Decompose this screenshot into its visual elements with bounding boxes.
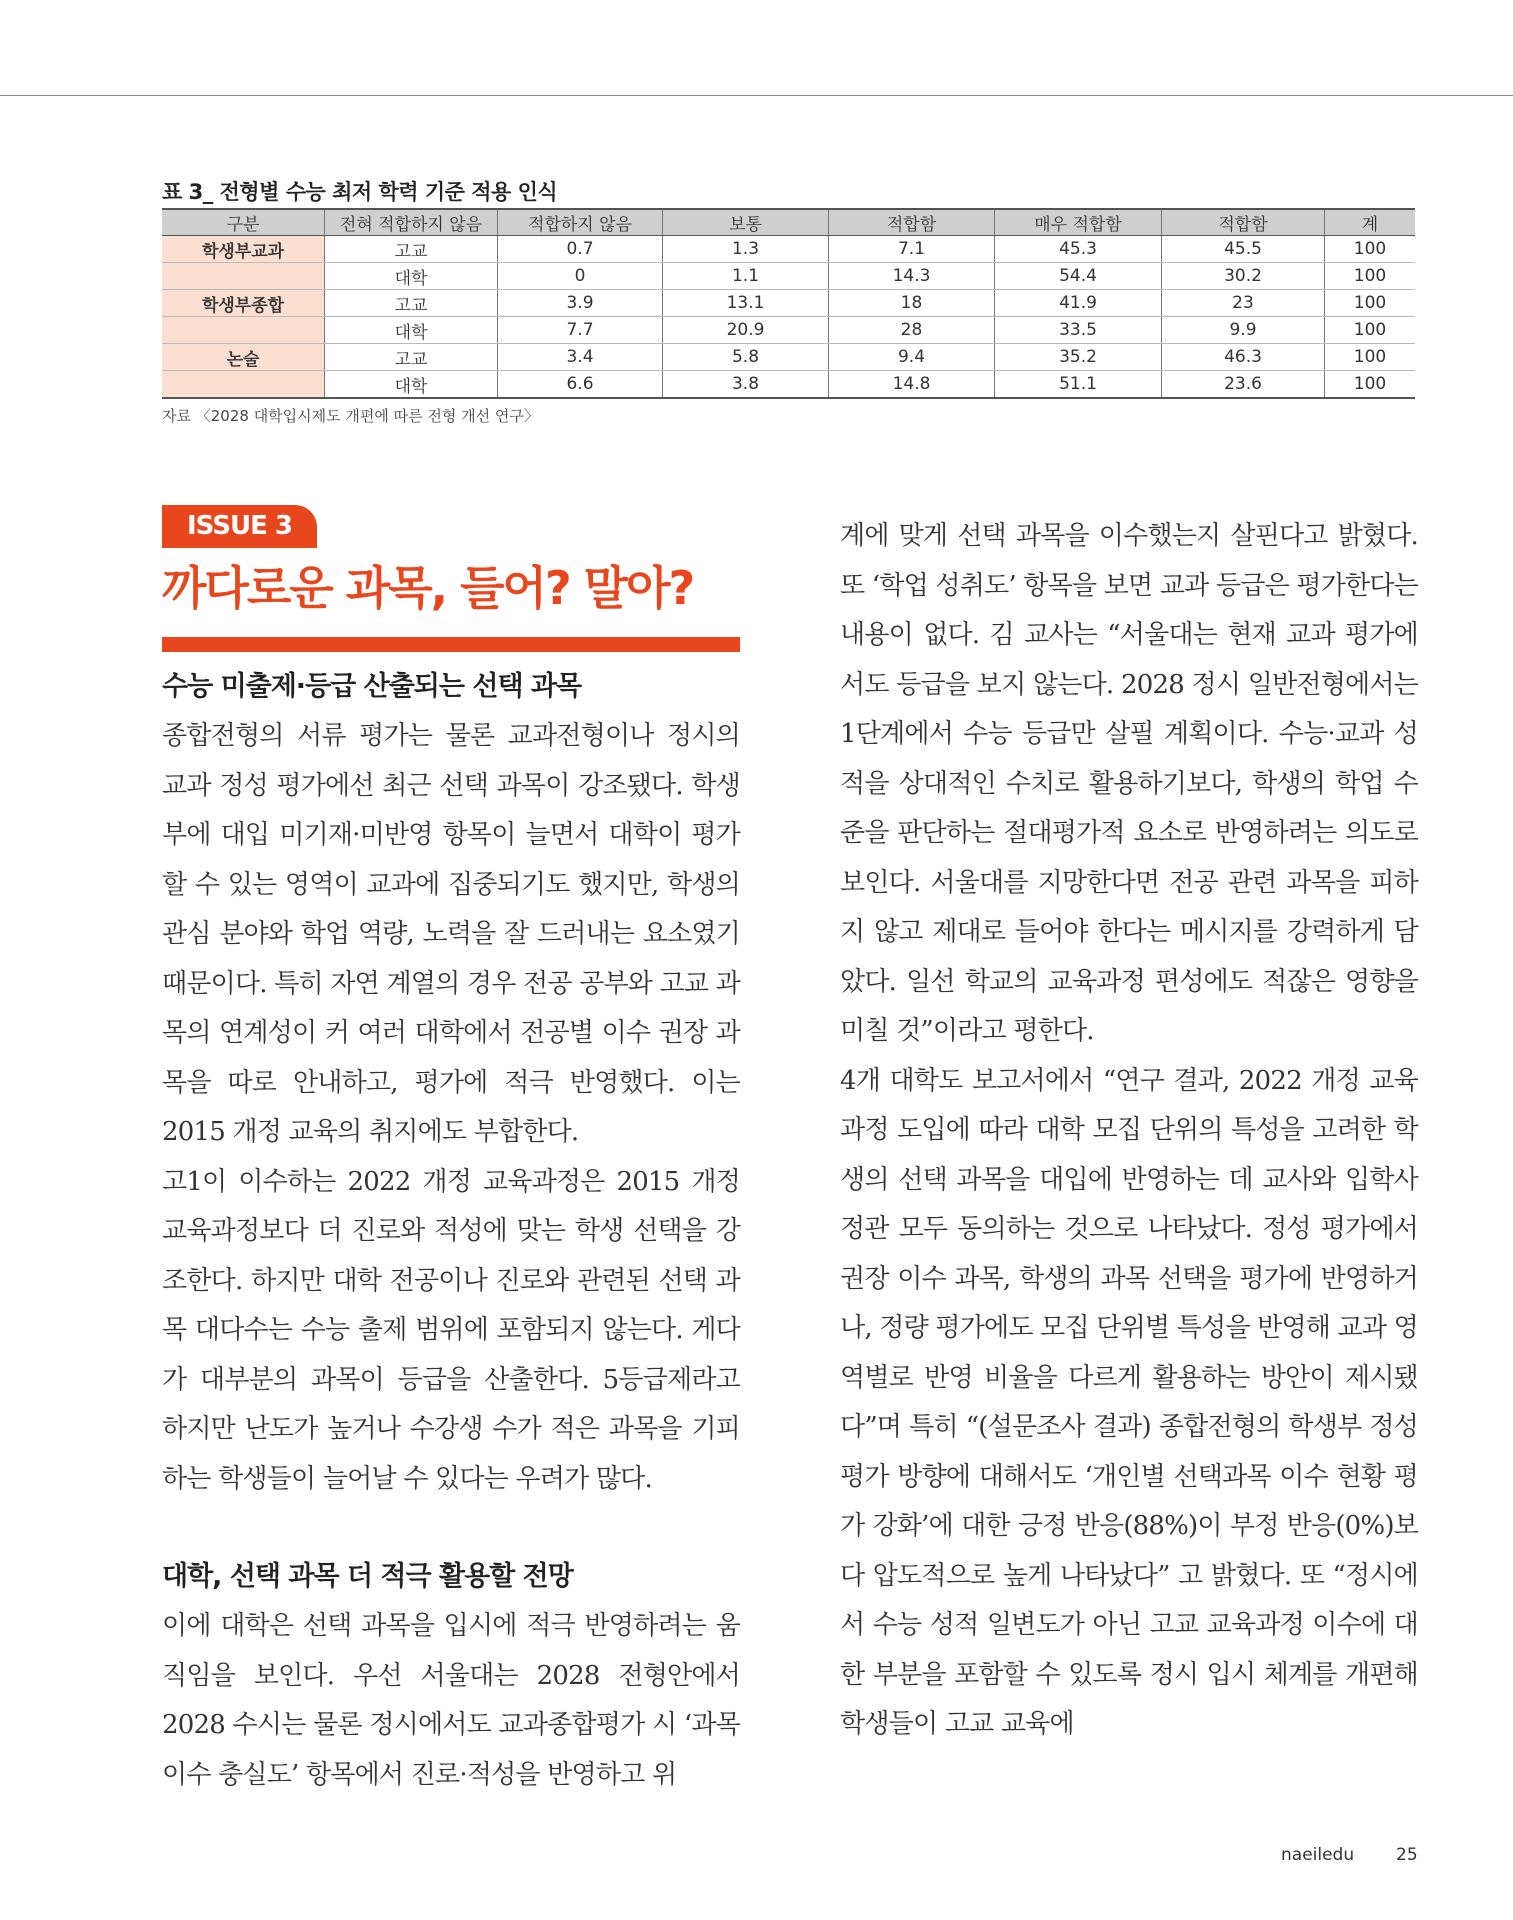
article-paragraph: 이에 대학은 선택 과목을 입시에 적극 반영하려는 움직임을 보인다. 우선 서울대는 2028 전형안에서 2028 수시는 물론 정시에서도 교과종합평가 시 ‘과목 이수 충실도’ 항목에서 진로·적성을 반영하고 위 [162, 1611, 740, 1790]
table-cell: 13.1 [663, 290, 829, 317]
article-column-right [840, 512, 1418, 1750]
table-cell: 23.6 [1162, 371, 1325, 399]
data-table [162, 208, 1415, 399]
table-cell: 35.2 [995, 344, 1162, 371]
table-cell: 7.1 [829, 236, 995, 263]
table-cell: 100 [1325, 344, 1416, 371]
section-heading: 수능 미출제·등급 산출되는 선택 과목 [162, 671, 582, 702]
footer-brand: naeiledu [1281, 1845, 1355, 1865]
table-cell: 23 [1162, 290, 1325, 317]
table-cell: 9.4 [829, 344, 995, 371]
table-cell: 고교 [325, 236, 498, 263]
table-cell: 3.4 [498, 344, 663, 371]
table-cell: 100 [1325, 290, 1416, 317]
table-header-cell: 계 [1325, 209, 1416, 236]
table-source: 자료 〈2028 대학입시제도 개편에 따른 전형 개선 연구〉 [162, 407, 539, 425]
article-column-left [162, 662, 740, 1800]
table-cell: 0.7 [498, 236, 663, 263]
table-row [162, 236, 1415, 263]
table-cell: 대학 [325, 263, 498, 290]
page-number: 25 [1396, 1845, 1418, 1865]
table-cell: 33.5 [995, 317, 1162, 344]
table-header-cell: 적합하지 않음 [498, 209, 663, 236]
table-row [162, 371, 1415, 399]
table-header-cell: 보통 [663, 209, 829, 236]
table-group-cell [162, 317, 325, 344]
table-cell: 5.8 [663, 344, 829, 371]
table-cell: 대학 [325, 317, 498, 344]
table-cell: 18 [829, 290, 995, 317]
issue-badge: ISSUE 3 [162, 505, 317, 548]
article-paragraph: 종합전형의 서류 평가는 물론 교과전형이나 정시의 교과 정성 평가에선 최근 선택 과목이 강조됐다. 학생부에 대입 미기재·미반영 항목이 늘면서 대학이 평가할 수 있는 영역이 교과에 집중되기도 했지만, 학생의 관심 분야와 학업 역량, 노력을 잘 드러내는 요소였기 때문이다. 특히 자연 계열의 경우 전공 공부와 고교 과목의 연계성이 커 여러 대학에서 전공별 이수 권장 과목을 따로 안내하고, 평가에 적극 반영했다. 이는 2015 개정 교육의 취지에도 부합한다. [162, 721, 740, 1147]
table-cell: 1.3 [663, 236, 829, 263]
table-row [162, 263, 1415, 290]
table-cell: 14.3 [829, 263, 995, 290]
table-cell: 3.8 [663, 371, 829, 399]
table-row [162, 290, 1415, 317]
article-paragraph: 4개 대학도 보고서에서 “연구 결과, 2022 개정 교육과정 도입에 따라 대학 모집 단위의 특성을 고려한 학생의 선택 과목을 대입에 반영하는 데 교사와 입학사정관 모두 동의하는 것으로 나타났다. 정성 평가에서 권장 이수 과목, 학생의 과목 선택을 평가에 반영하거나, 정량 평가에도 모집 단위별 특성을 반영해 교과 영역별로 반영 비율을 다르게 활용하는 방안이 제시됐다”며 특히 “(설문조사 결과) 종합전형의 학생부 정성 평가 방향에 대해서도 ‘개인별 선택과목 이수 현황 평가 강화’에 대한 긍정 반응(88%)이 부정 반응(0%)보다 압도적으로 높게 나타났다” 고 밝혔다. 또 “정시에서 수능 성적 일변도가 아닌 고교 교육과정 이수에 대한 부분을 포함할 수 있도록 정시 입시 체계를 개편해 학생들이 고교 교육에 [840, 1065, 1418, 1739]
table-cell: 고교 [325, 344, 498, 371]
table-header-row [162, 209, 1415, 236]
table-cell: 46.3 [1162, 344, 1325, 371]
table-cell: 9.9 [1162, 317, 1325, 344]
table-cell: 45.3 [995, 236, 1162, 263]
table-cell: 100 [1353, 374, 1387, 394]
table-cell: 100 [1325, 236, 1416, 263]
table-group-cell [162, 263, 325, 290]
table-row [162, 317, 1415, 344]
table-cell: 41.9 [995, 290, 1162, 317]
table-cell: 3.9 [498, 290, 663, 317]
table-cell: 20.9 [663, 317, 829, 344]
table-header-cell: 전혀 적합하지 않음 [325, 209, 498, 236]
table-title: 표 3_ 전형별 수능 최저 학력 기준 적용 인식 [162, 180, 558, 204]
table-cell: 54.4 [995, 263, 1162, 290]
top-divider [0, 95, 1513, 96]
table-group-cell: 학생부교과 [162, 236, 325, 263]
table-header-cell: 구분 [162, 209, 325, 236]
table-header-cell: 매우 적합함 [995, 209, 1162, 236]
accent-bar [162, 637, 740, 652]
table-group-cell: 학생부종합 [162, 290, 325, 317]
table-cell: 14.8 [829, 371, 995, 399]
table-cell: 30.2 [1162, 263, 1325, 290]
table-cell: 1.1 [663, 263, 829, 290]
table-header-cell: 적합함 [829, 209, 995, 236]
table-cell: 고교 [325, 290, 498, 317]
article-paragraph: 고1이 이수하는 2022 개정 교육과정은 2015 개정 교육과정보다 더 진로와 적성에 맞는 학생 선택을 강조한다. 하지만 대학 전공이나 진로와 관련된 선택 과목 대다수는 수능 출제 범위에 포함되지 않는다. 게다가 대부분의 과목이 등급을 산출한다. 5등급제라고 하지만 난도가 높거나 수강생 수가 적은 과목을 기피하는 학생들이 늘어날 수 있다는 우려가 많다. [162, 1166, 740, 1494]
table-cell: 대학 [325, 371, 498, 399]
issue-title: 까다로운 과목, 들어? 말아? [162, 561, 694, 615]
table-header-cell: 적합함 [1162, 209, 1325, 236]
table-group-cell: 논술 [162, 344, 325, 371]
table-group-cell [162, 371, 325, 399]
table-cell: 51.1 [995, 371, 1162, 399]
article-paragraph: 계에 맞게 선택 과목을 이수했는지 살핀다고 밝혔다. 또 ‘학업 성취도’ 항목을 보면 교과 등급은 평가한다는 내용이 없다. 김 교사는 “서울대는 현재 교과 평가에서도 등급을 보지 않는다. 2028 정시 일반전형에서는 1단계에서 수능 등급만 살필 계획이다. 수능·교과 성적을 상대적인 수치로 활용하기보다, 학생의 학업 수준을 판단하는 절대평가적 요소로 반영하려는 의도로 보인다. 서울대를 지망한다면 전공 관련 과목을 피하지 않고 제대로 들어야 한다는 메시지를 강력하게 담았다. 일선 학교의 교육과정 편성에도 적잖은 영향을 미칠 것”이라고 평한다. [840, 521, 1418, 1046]
section-heading: 대학, 선택 과목 더 적극 활용할 전망 [162, 1561, 573, 1592]
table-cell: 7.7 [498, 317, 663, 344]
table-cell: 100 [1325, 263, 1416, 290]
table-cell: 28 [829, 317, 995, 344]
table-cell: 100 [1325, 317, 1416, 344]
table-cell: 0 [498, 263, 663, 290]
table-row [162, 344, 1415, 371]
table-cell: 6.6 [498, 371, 663, 399]
table-cell: 45.5 [1162, 236, 1325, 263]
